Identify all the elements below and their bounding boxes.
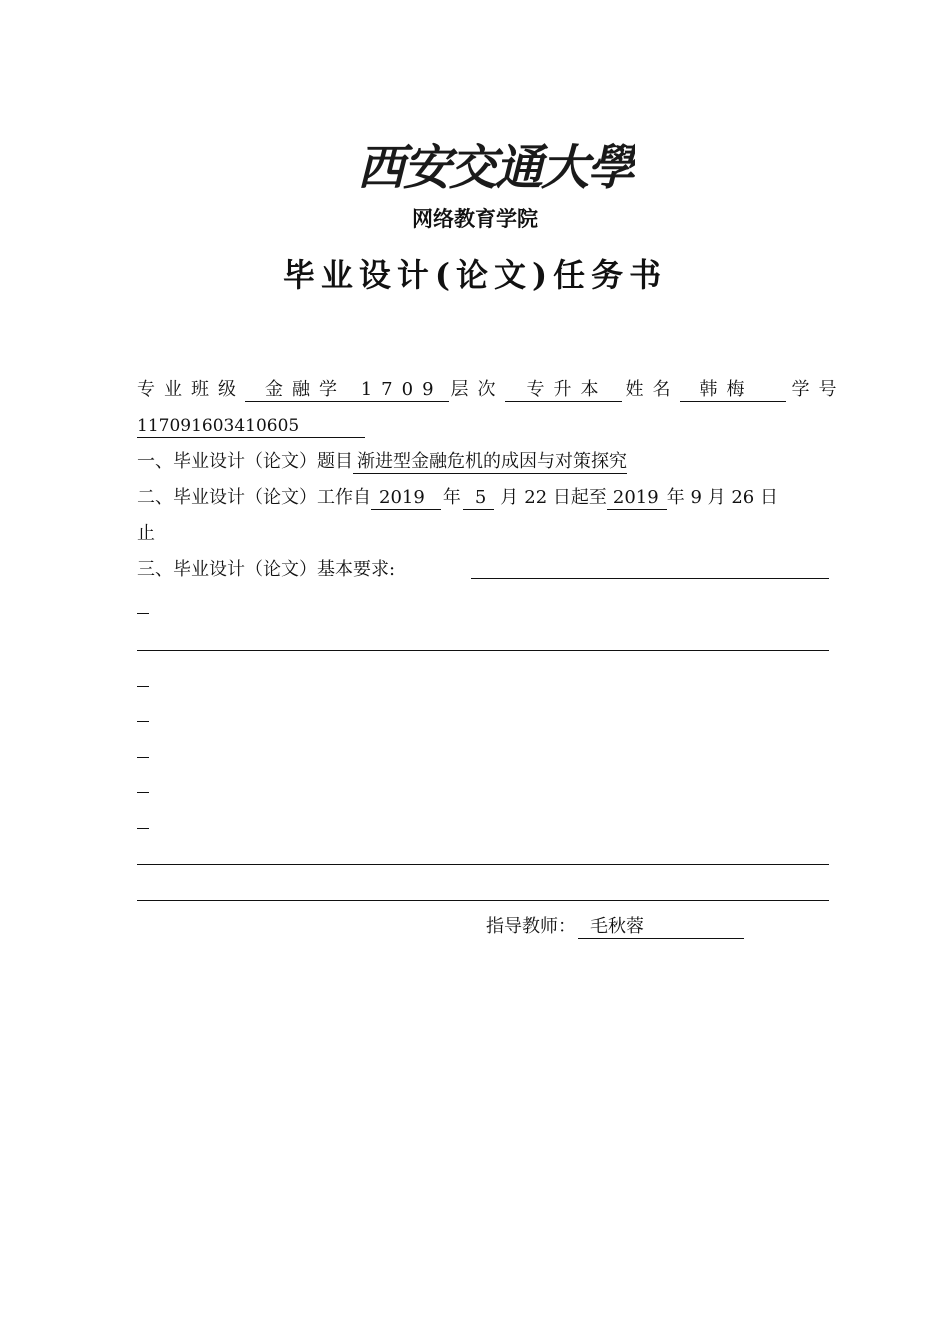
student-id-value: 117091603410605 bbox=[137, 415, 365, 438]
level-label: 层次 bbox=[450, 379, 505, 400]
advisor-name: 毛秋蓉 bbox=[578, 916, 744, 939]
university-logo-text: 西安交通大學 bbox=[356, 140, 634, 196]
dash-mark bbox=[137, 721, 149, 722]
end-date: 年 9 月 26 日 bbox=[666, 487, 778, 508]
name-value: 韩梅 bbox=[680, 379, 786, 402]
requirements-line-3 bbox=[137, 864, 829, 865]
schedule-tail: 止 bbox=[137, 523, 155, 544]
topic-value: 渐进型金融危机的成因与对策探究 bbox=[353, 451, 627, 474]
schedule-label: 二、毕业设计（论文）工作自 bbox=[137, 487, 371, 508]
id-label: 学号 bbox=[791, 379, 846, 400]
student-info-row bbox=[137, 378, 846, 402]
dash-mark bbox=[137, 828, 149, 829]
requirements-line-1 bbox=[471, 578, 829, 579]
topic-label: 一、毕业设计（论文）题目 bbox=[137, 451, 353, 472]
requirements-label: 三、毕业设计（论文）基本要求: bbox=[137, 559, 396, 580]
name-label: 姓名 bbox=[625, 379, 680, 400]
college-name: 网络教育学院 bbox=[412, 207, 538, 231]
start-year: 2019 bbox=[371, 487, 441, 510]
section-requirements bbox=[137, 558, 395, 582]
university-logo bbox=[355, 134, 635, 198]
advisor-row bbox=[486, 915, 744, 939]
level-value: 专升本 bbox=[505, 379, 622, 402]
student-id-row bbox=[137, 414, 365, 438]
requirements-line-4 bbox=[137, 900, 829, 901]
document-title: 毕业设计(论文)任务书 bbox=[282, 256, 668, 294]
major-value: 金融学 1709 bbox=[245, 379, 449, 402]
start-month: 5 bbox=[463, 487, 494, 510]
section-topic bbox=[137, 450, 627, 474]
month-char: 月 bbox=[500, 487, 519, 508]
section-schedule bbox=[137, 486, 778, 510]
dash-mark bbox=[137, 792, 149, 793]
requirements-line-2 bbox=[137, 650, 829, 651]
dash-mark bbox=[137, 757, 149, 758]
dash-mark bbox=[137, 686, 149, 687]
major-label: 专业班级 bbox=[137, 379, 245, 400]
year-char: 年 bbox=[442, 487, 461, 508]
dash-mark bbox=[137, 613, 149, 614]
end-year: 2019 bbox=[607, 487, 667, 510]
start-day: 22 日起至 bbox=[524, 487, 607, 508]
advisor-label: 指导教师： bbox=[486, 916, 576, 937]
